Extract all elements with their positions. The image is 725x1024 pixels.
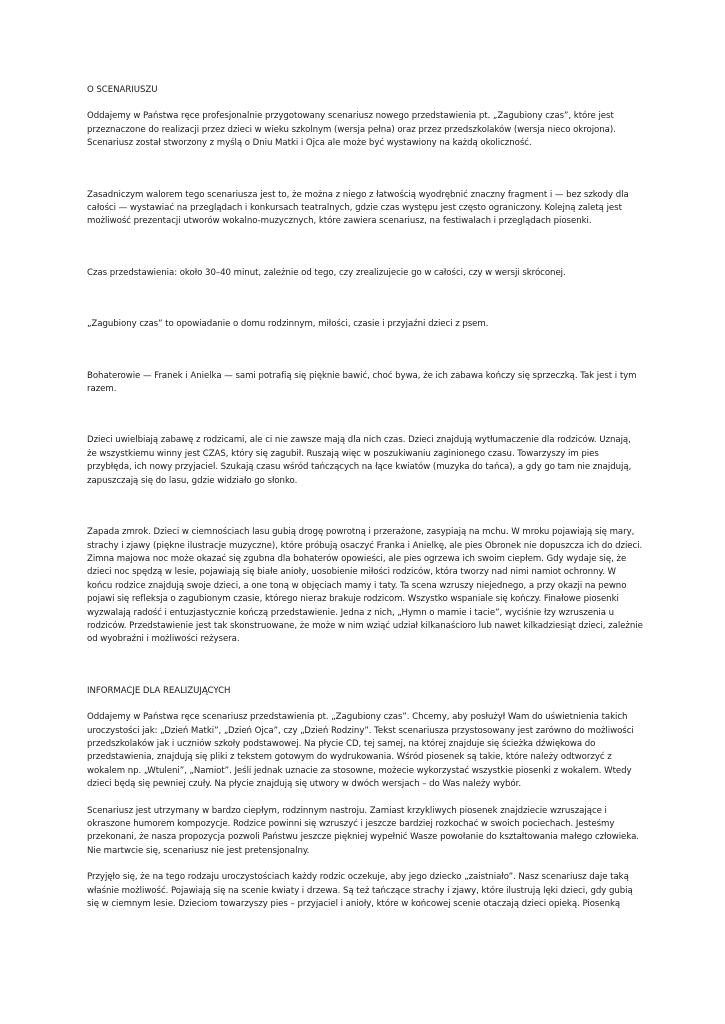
section-heading-informacje: INFORMACJE DLA REALIZUJĄCYCH <box>87 685 231 696</box>
paragraph-realizacja: Oddajemy w Państwa ręce scenariusz przedstawienia pt. „Zagubiony czas”. Chcemy, aby posłużył Wam do uświetnienia takich uroczystości jak: „Dzień Matki”, „Dzień Ojca”, czy „Dzień Rodziny”. Tekst scenariusza przystosowany jest zarówno do możliwości przedszkolaków jak i uczniów szkoły podstawowej. Na płycie CD, tej samej, na której znajduje się ścieżka dźwiękowa do przedstawienia, znajdują się pliki z tekstem gotowym do wydrukowania. Wśród piosenek są takie, które należy odtworzyć z wokalem np. „Wtuleni”, „Namiot”. Jeśli jednak uznacie za stosowne, możecie wykorzystać wszystkie piosenki z wokalem. Wtedy dzieci będą się pewniej czuły. Na płycie znajdują się utwory w dwóch wersjach – do Was należy wybór. <box>87 712 634 790</box>
paragraph-bohaterowie: Bohaterowie — Franek i Anielka — sami potrafią się pięknie bawić, choć bywa, że ich zabawa kończy się sprzeczką. Tak jest i tym razem. <box>87 370 637 395</box>
paragraph-opowiadanie: „Zagubiony czas” to opowiadanie o domu rodzinnym, miłości, czasie i przyjaźni dzieci z psem. <box>87 319 489 330</box>
paragraph-zaistnialo: Przyjęło się, że na tego rodzaju uroczystościach każdy rodzic oczekuje, aby jego dziecko „zaistniało”. Nasz scenariusz daje taką właśnie możliwość. Pojawiają się na scenie kwiaty i drzewa. Są też tańczące strachy i zjawy, które ilustrują lęki dzieci, gdy gubią się w ciemnym lesie. Dzieciom towarzyszy pies – przyjaciel i anioły, które w końcowej scenie otaczają dzieci opieką. Piosenką <box>87 872 633 910</box>
paragraph-czas-przedstawienia: Czas przedstawienia: około 30–40 minut, zależnie od tego, czy zrealizujecie go w całości, czy w wersji skróconej. <box>87 267 566 278</box>
section-heading-o-scenariuszu: O SCENARIUSZU <box>87 85 158 95</box>
document-page <box>87 84 643 911</box>
paragraph-zabawa: Dzieci uwielbiają zabawę z rodzicami, ale ci nie zawsze mają dla nich czas. Dzieci znajdują wytłumaczenie dla rodziców. Uznają, że wszystkiemu winny jest CZAS, który się zagubił. Ruszają więc w poszukiwaniu zaginionego czasu. Towarzyszy im pies przybłęda, ich nowy przyjaciel. Szukają czasu wśród tańczących na łące kwiatów (muzyka do tańca), a gdy go tam nie znajdują, zapuszczają się do lasu, gdzie widziało go słonko. <box>87 435 632 486</box>
paragraph-nastroj: Scenariusz jest utrzymany w bardzo ciepłym, rodzinnym nastroju. Zamiast krzykliwych piosenek znajdziecie wzruszające i okraszone humorem kompozycje. Rodzice powinni się wzruszyć i jeszcze bardziej rozkochać w swoich pociechach. Jesteśmy przekonani, że nasza propozycja pozwoli Państwu jeszcze piękniej wypełnić Wasze powołanie do kształtowania małego człowieka. Nie martwcie się, scenariusz nie jest pretensjonalny. <box>87 805 639 856</box>
paragraph-walory: Zasadniczym walorem tego scenariusza jest to, że można z niego z łatwością wyodrębnić znaczny fragment i — bez szkody dla całości — wystawiać na przeglądach i konkursach teatralnych, gdzie czas występu jest często ograniczony. Kolejną zaletą jest możliwość prezentacji utworów wokalno-muzycznych, które zawiera scenariusz, na festiwalach i przeglądach piosenki. <box>87 189 629 227</box>
paragraph-zmrok: Zapada zmrok. Dzieci w ciemnościach lasu gubią drogę powrotną i przerażone, zasypiają na mchu. W mroku pojawiają się mary, strachy i zjawy (piękne ilustracje muzyczne), które próbują osaczyć Franka i Anielkę, ale pies Obronek nie dopuszcza ich do dzieci. Zimna majowa noc może okazać się zgubna dla bohaterów opowieści, ale pies ogrzewa ich swoim ciepłem. Gdy wydaje się, że dzieci noc spędzą w lesie, pojawiają się białe anioły, uosobienie miłości rodziców, która tworzy nad nimi namiot ochronny. W końcu rodzice znajdują swoje dzieci, a one toną w objęciach mamy i taty. Ta scena wzruszy niejednego, a przy okazji na pewno pojawi się refleksja o zagubionym czasie, którego nieraz brakuje rodzicom. Wszystko wspaniale się kończy. Finałowe piosenki wyzwalają radość i entuzjastycznie kończą przedstawienie. Jedna z nich, „Hymn o mamie i tacie”, wyciśnie łzy wzruszenia u rodziców. Przedstawienie jest tak skonstruowane, że może w nim wziąć udział kilkanaścioro lub nawet kilkadziesiąt dzieci, zależnie od wyobraźni i możliwości reżysera. <box>87 527 643 645</box>
paragraph-intro: Oddajemy w Państwa ręce profesjonalnie przygotowany scenariusz nowego przedstawienia pt. „Zagubiony czas”, które jest przeznaczone do realizacji przez dzieci w wieku szkolnym (wersja pełna) oraz przez przedszkolaków (wersja nieco okrojona). Scenariusz został stworzony z myślą o Dniu Matki i Ojca ale może być wystawiony na każdą okoliczność. <box>87 111 616 149</box>
